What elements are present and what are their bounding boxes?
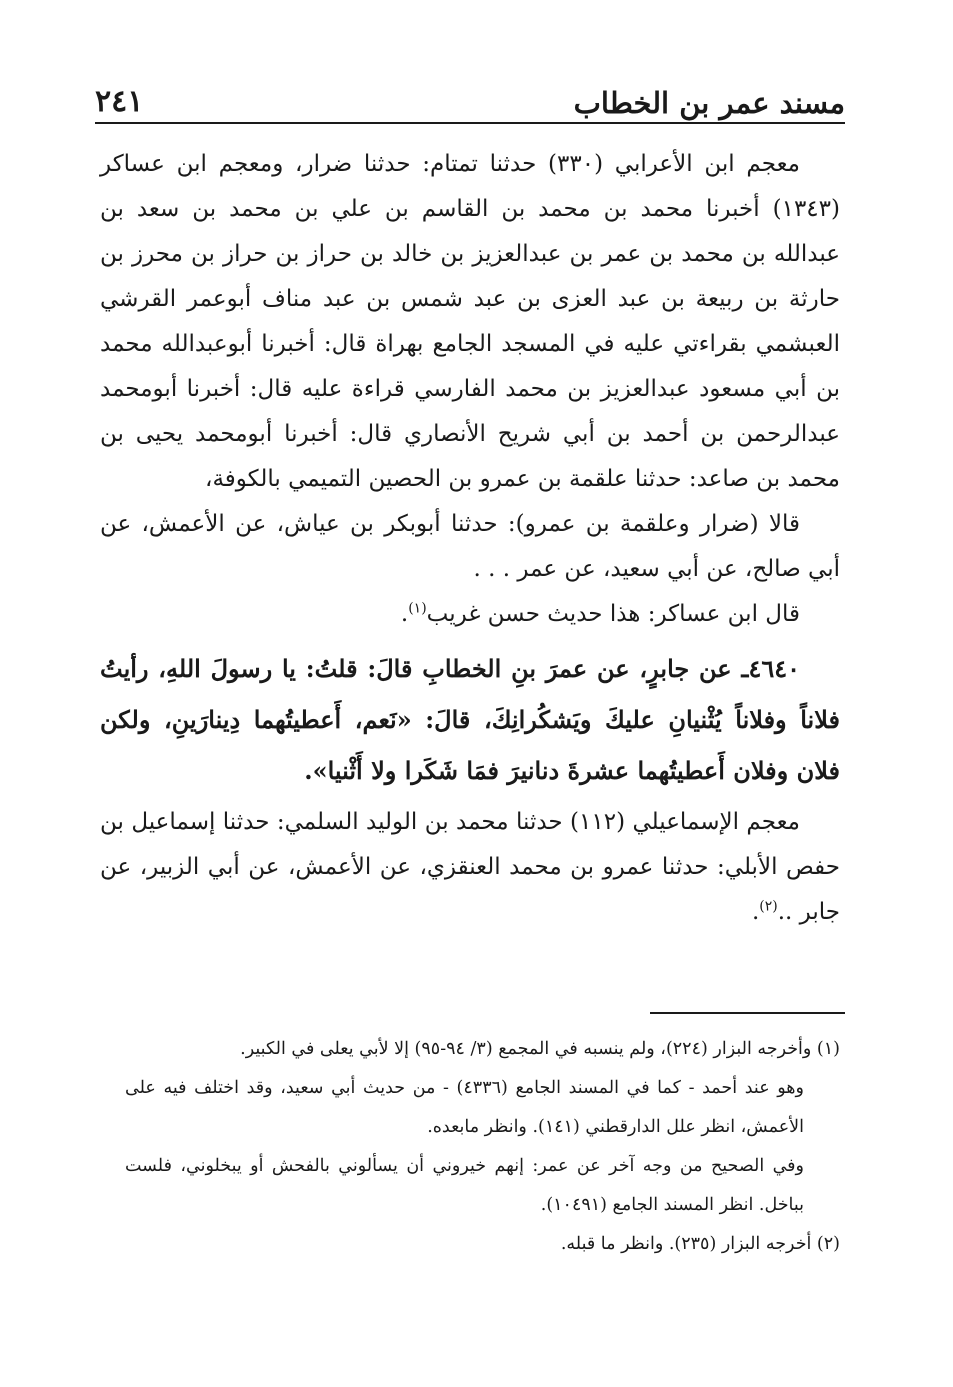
footnote-1-line-1: (١) وأخرجه البزار (٢٢٤)، ولم ينسبه في المجمع (٣/ ٩٤-٩٥) إلا لأبي يعلى في الكبير. <box>240 1039 840 1059</box>
footnotes <box>125 1030 840 1264</box>
paragraph-sources-2 <box>100 800 840 935</box>
grading-text: قال ابن عساكر: هذا حديث حسن غريب <box>426 601 800 627</box>
footnote-2: (٢) أخرجه البزار (٢٣٥). وانظر ما قبله. <box>560 1234 840 1254</box>
grading-end: . <box>400 601 409 627</box>
page-header <box>95 82 845 122</box>
paragraph-grading <box>100 592 840 637</box>
running-title: مسند عمر بن الخطاب <box>573 86 845 120</box>
footnote-1-line-2: وهو عند أحمد - كما في المسند الجامع (٤٣٣٦) - من حديث أبي سعيد، وقد اختلف فيه على الأعمش، انظر علل الدارقطني (١٤١). وانظر مابعده. <box>125 1078 804 1137</box>
footnote-ref-1: (١) <box>408 600 427 617</box>
footnote-rule <box>650 1012 845 1014</box>
footnote-ref-2: (٢) <box>759 898 778 915</box>
paragraph-sources-1: معجم ابن الأعرابي (٣٣٠) حدثنا تمتام: حدثنا ضرار، ومعجم ابن عساكر (١٣٤٣) أخبرنا محمد بن محمد بن القاسم بن علي بن محمد بن سعد بن عبدالله بن محمد بن عمر بن عبدالعزيز بن خالد بن حراز بن حراز بن محرز بن حارثة بن ربيعة بن عبد العزى بن عبد شمس بن عبد مناف أبوعمر القرشي العبشمي بقراءتي عليه في المسجد الجامع بهراة قال: أخبرنا أبوعبدالله محمد بن أبي مسعود عبدالعزيز بن محمد الفارسي قراءة عليه قال: أخبرنا أبومحمد عبدالرحمن بن أحمد بن أبي شريح الأنصاري قال: أخبرنا أبومحمد يحيى بن محمد بن صاعد: حدثنا علقمة بن عمرو بن الحصين التميمي بالكوفة، <box>100 151 840 492</box>
footnote-1-line-3: وفي الصحيح من وجه آخر عن عمر: إنهم خيروني أن يسألوني بالفحش أو يبخلوني، فلست بباخل. انظر المسند الجامع (١٠٤٩١). <box>125 1156 804 1215</box>
page-number: ٢٤١ <box>95 84 144 119</box>
hadith-text: ٤٦٤٠ـ عن جابرٍ، عن عمرَ بنِ الخطابِ قالَ: قلتُ: يا رسولَ اللهِ، رأيتُ فلاناً وفلاناً يُثْنيانِ عليكَ ويَشكُرانِكَ، قالَ: «نَعم، أَعطيتُهما دِينارَينِ، ولكن فلان وفلان أَعطيتُهما عشرةَ دنانيرَ فمَا شَكَرا ولا أَثْنيا». <box>100 654 840 785</box>
sources-2-text: معجم الإسماعيلي (١١٢) حدثنا محمد بن الوليد السلمي: حدثنا إسماعيل بن حفص الأبلي: حدثنا عمرو بن محمد العنقزي، عن الأعمش، عن أبي الزبير، عن جابر .. <box>100 809 840 925</box>
sources-2-end: . <box>751 899 760 925</box>
header-rule <box>95 122 845 124</box>
main-text <box>100 142 840 935</box>
paragraph-chain-1: قالا (ضرار وعلقمة بن عمرو): حدثنا أبوبكر بن عياش، عن الأعمش، عن أبي صالح، عن أبي سعيد، عن عمر . . . <box>100 511 840 582</box>
